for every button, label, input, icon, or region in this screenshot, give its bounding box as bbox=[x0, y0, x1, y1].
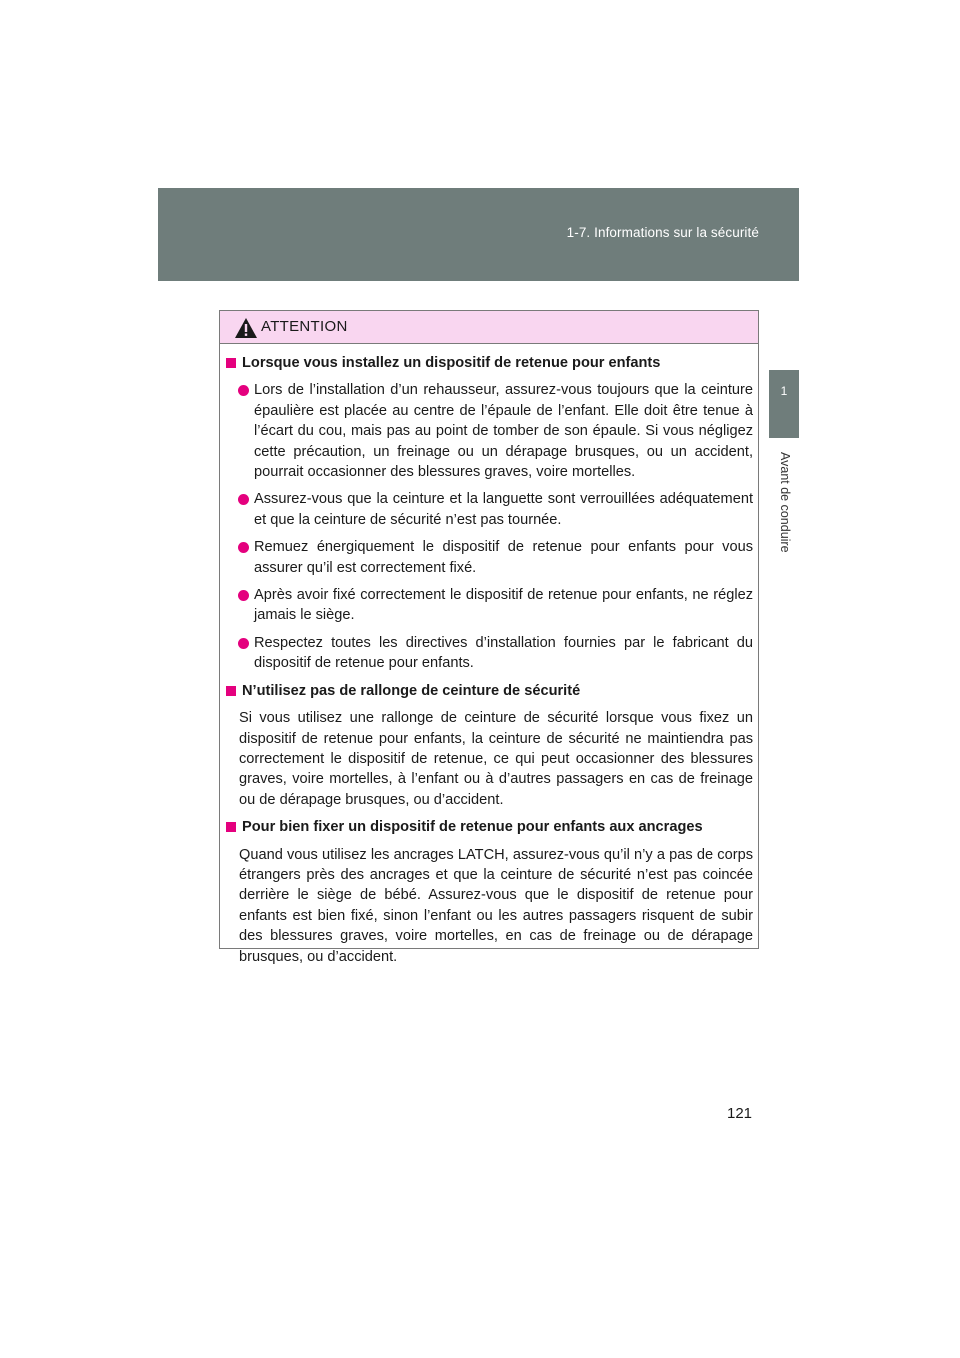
section-heading-text: Lorsque vous installez un dispositif de retenue pour enfants bbox=[242, 355, 661, 371]
circle-bullet-icon bbox=[238, 590, 249, 601]
warning-box bbox=[219, 310, 759, 965]
circle-bullet-icon bbox=[238, 542, 249, 553]
circle-bullet-icon bbox=[238, 385, 249, 396]
section-heading bbox=[226, 681, 753, 701]
list-item-text: Après avoir fixé correctement le dispositif de retenue pour enfants, ne réglez jamais le siège. bbox=[254, 587, 753, 624]
list-item bbox=[226, 489, 753, 530]
section-heading bbox=[226, 817, 753, 837]
section-heading-text: Pour bien fixer un dispositif de retenue pour enfants aux ancrages bbox=[242, 819, 703, 836]
warning-section bbox=[226, 681, 753, 810]
warning-section bbox=[226, 817, 753, 967]
section-heading-text: N’utilisez pas de rallonge de ceinture de sécurité bbox=[242, 682, 581, 699]
warning-title: ATTENTION bbox=[261, 318, 348, 335]
warning-header bbox=[220, 311, 758, 344]
circle-bullet-icon bbox=[238, 638, 249, 649]
list-item bbox=[226, 537, 753, 578]
chapter-label-container bbox=[775, 452, 795, 572]
chapter-label: Avant de conduire bbox=[778, 452, 792, 553]
section-title: 1-7. Informations sur la sécurité bbox=[566, 225, 759, 240]
section-paragraph: Si vous utilisez une rallonge de ceinture de sécurité lorsque vous fixez un dispositif de retenue pour enfants, la ceinture de sécurité ne maintiendra pas correctement le dispositif de retenue, ce qui peut occasionner des blessures graves, voire mortelles, à l’enfant ou à d’autres passagers en cas de freinage ou de dérapage brusques, ou d’accident. bbox=[239, 710, 753, 808]
list-item bbox=[226, 380, 753, 482]
list-item-text: Assurez-vous que la ceinture et la languette sont verrouillées adéquatement et que la ceinture de sécurité n’est pas tournée. bbox=[254, 491, 753, 528]
section-header-band bbox=[158, 188, 799, 281]
list-item bbox=[226, 633, 753, 674]
circle-bullet-icon bbox=[238, 494, 249, 505]
list-item-text: Lors de l’installation d’un rehausseur, assurez-vous toujours que la ceinture épaulière est placée au centre de l’épaule de l’enfant. Elle doit être tenue à l’écart du cou, mais pas au point de tomber de son épaule. Si vous négligez cette précaution, un freinage ou un dérapage brusques, ou un accident, pourrait occasionner des blessures graves, voire mortelles. bbox=[254, 382, 753, 481]
list-item bbox=[226, 585, 753, 626]
square-bullet-icon bbox=[226, 358, 236, 368]
section-paragraph: Quand vous utilisez les ancrages LATCH, assurez-vous qu’il n’y a pas de corps étrangers près des ancrages et que la ceinture de sécurité n’est pas coincée derrière le siège de bébé. Assurez-vous que le dispositif de retenue pour enfants est bien fixé, sinon l’enfant ou les autres passagers risquent de subir des blessures graves, voire mortelles, en cas de freinage ou de dérapage brusques, ou d’accident. bbox=[239, 846, 753, 965]
list-item-text: Remuez énergiquement le dispositif de retenue pour enfants pour vous assurer qu’il est correctement fixé. bbox=[254, 539, 753, 576]
chapter-number: 1 bbox=[780, 384, 788, 398]
section-heading bbox=[226, 353, 753, 373]
warning-triangle-icon bbox=[234, 317, 258, 339]
page-number: 121 bbox=[727, 1105, 753, 1122]
chapter-tab bbox=[769, 370, 799, 438]
warning-body bbox=[220, 344, 758, 967]
square-bullet-icon bbox=[226, 686, 236, 696]
list-item-text: Respectez toutes les directives d’installation fournies par le fabricant du dispositif de retenue pour enfants. bbox=[254, 634, 753, 672]
warning-section bbox=[226, 353, 753, 674]
square-bullet-icon bbox=[226, 822, 236, 832]
